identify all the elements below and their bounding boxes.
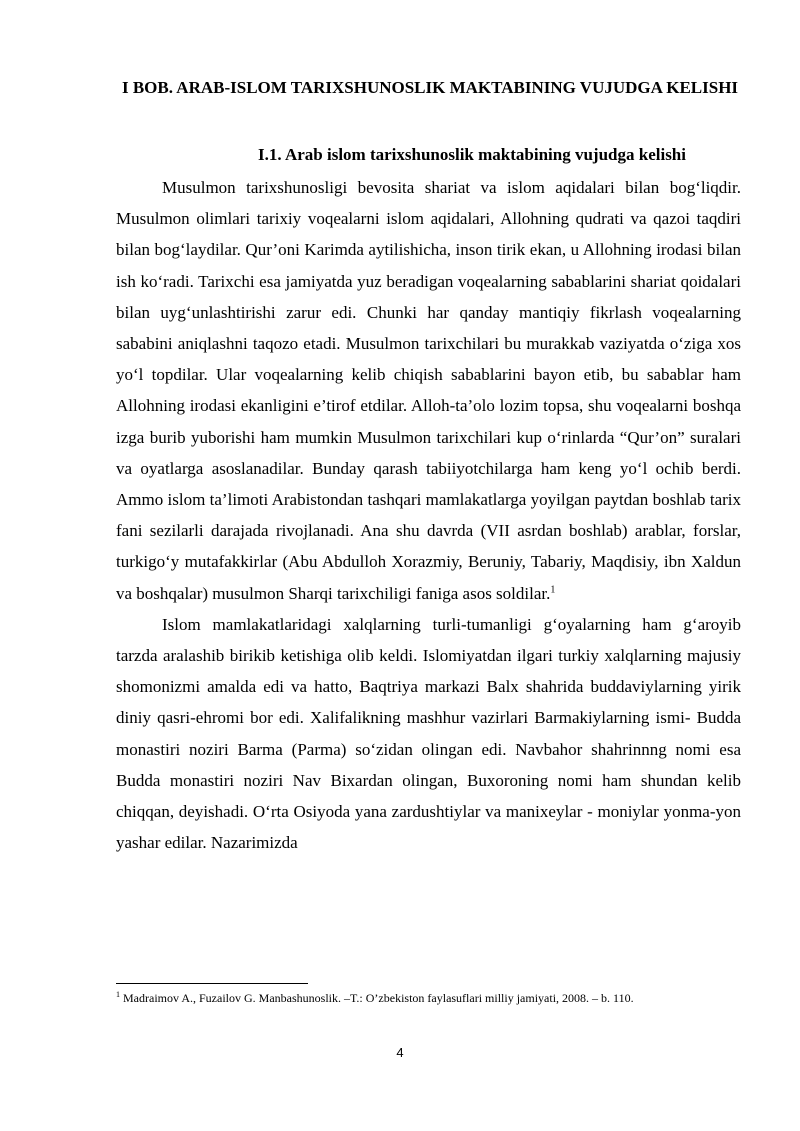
footnote-reference[interactable]: 1 <box>550 583 556 595</box>
footnote <box>116 991 741 1006</box>
paragraph-2-text: Islom mamlakatlaridagi xalqlarning turli-tumanligi g‘oyalarning ham g‘aroyib tarzda aralashib birikib ketishiga olib keldi. Islomiyatdan ilgari turkiy xalqlarning majusiy shomonizmi amalda edi va hatto, Baqtriya markazi Balx shahrida buddaviylarning yirik diniy qasri-ehromi bor edi. Xalifalikning mashhur vazirlari Barmakiylarning ismi- Budda monastiri noziri Barma (Parma) so‘zidan olingan edi. Navbahor shahrinnng nomi esa Budda monastiri noziri Nav Bixardan olingan, Buxoroning nomi ham shundan kelib chiqqan, deyishadi. O‘rta Osiyoda yana zardushtiylar va manixeylar - moniylar yonma-yon yashar edilar. Nazarimizda <box>116 614 741 853</box>
paragraph <box>116 172 741 609</box>
section-title: I.1. Arab islom tarixshunoslik maktabining vujudga kelishi <box>258 145 686 164</box>
page-number: 4 <box>396 1045 404 1060</box>
paragraph <box>116 609 741 859</box>
footnote-text: Madraimov A., Fuzailov G. Manbashunoslik. –T.: O’zbekiston faylasuflari milliy jamiyati, 2008. – b. 110. <box>123 991 634 1005</box>
body-text <box>116 172 741 858</box>
footnote-number: 1 <box>116 990 120 999</box>
footnote-divider <box>116 983 308 984</box>
paragraph-1-text: Musulmon tarixshunosligi bevosita shariat va islom aqidalari bilan bog‘liqdir. Musulmon olimlari tarixiy voqealarni islom aqidalari, Allohning qudrati va qazoi taqdiri bilan bog‘laydilar. Qur’oni Karimda aytilishicha, inson tirik ekan, u Allohning irodasi bilan ish ko‘radi. Tarixchi esa jamiyatda yuz beradigan voqealarning sabablarini shariat qoidalari bilan uyg‘unlashtirishi zarur edi. Chunki har qanday mantiqiy fikrlash voqealarning sababini aniqlashni taqozo etadi. Musulmon tarixchilari bu murakkab vaziyatda o‘ziga xos yo‘l topdilar. Ular voqealarning kelib chiqish sabablarini bayon etib, bu sabablar ham Allohning irodasi ekanligini e’tirof etdilar. Alloh-ta’olo lozim topsa, shu voqealarni boshqa izga burib yuborishi ham mumkin Musulmon tarixchilari kup o‘rinlarda “Qur’on” suralari va oyatlarga asoslanadilar. Bunday qarash tabiiyotchilarga ham keng yo‘l ochib berdi. Ammo islom ta’limoti Arabistondan tashqari mamlakatlarga yoyilgan paytdan boshlab tarix fani sezilarli darajada rivojlanadi. Ana shu davrda (VII asrdan boshlab) arablar, forslar, turkigo‘y mutafakkirlar (Abu Abdulloh Xorazmiy, Beruniy, Tabariy, Maqdisiy, ibn Xaldun va boshqalar) musulmon Sharqi tarixchiligi faniga asos soldilar. <box>116 178 741 603</box>
chapter-title: I BOB. ARAB-ISLOM TARIXSHUNOSLIK MAKTABINING VUJUDGA KELISHI <box>121 78 739 97</box>
